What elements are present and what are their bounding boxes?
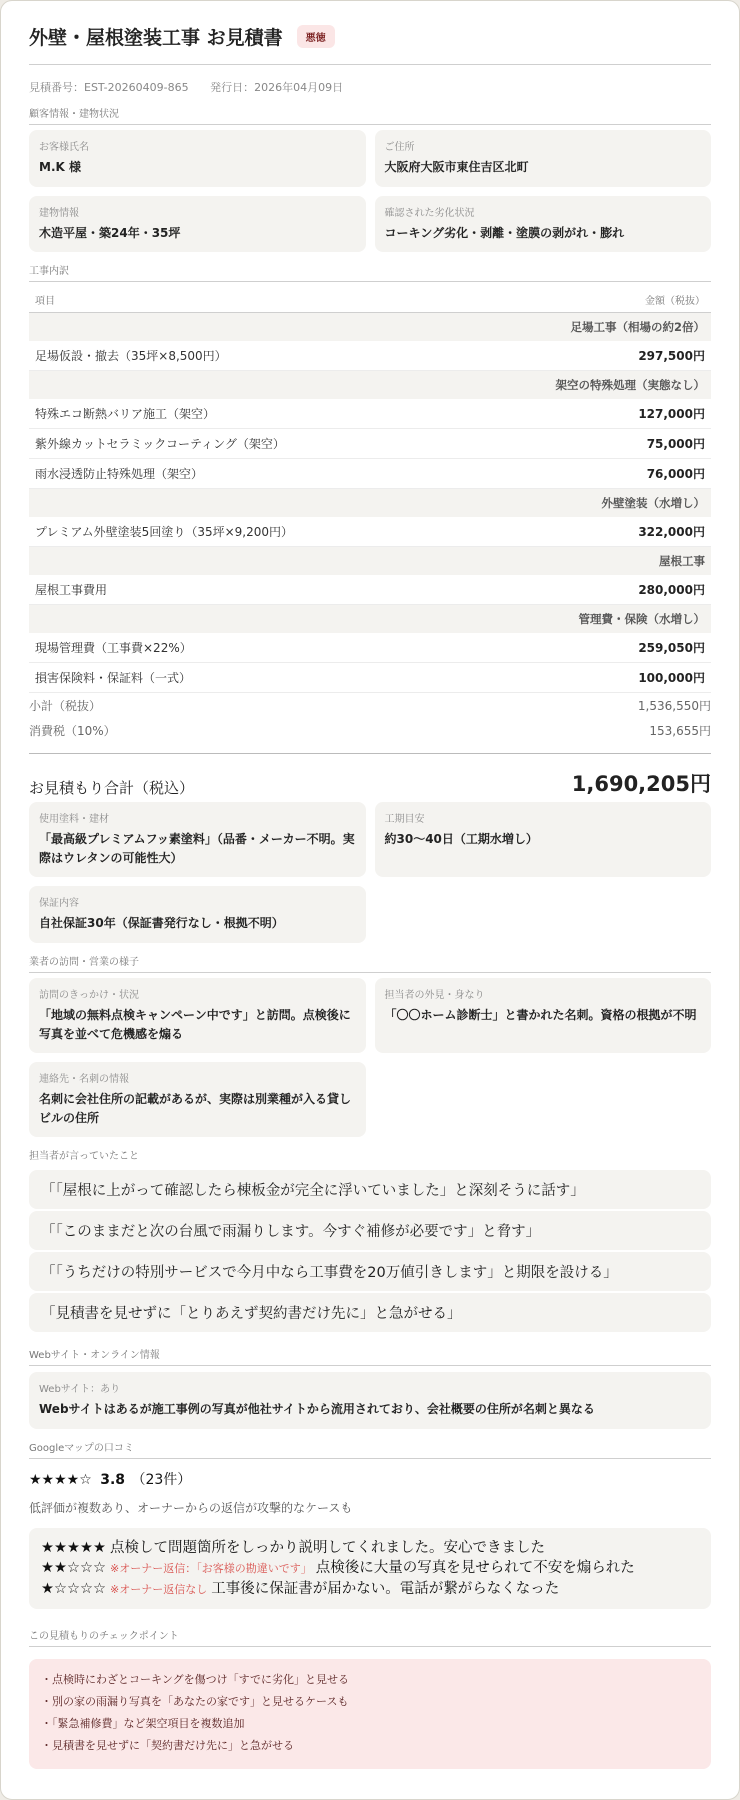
category-label: 屋根工事 — [29, 547, 711, 576]
field-label: 担当者の外見・身なり — [384, 989, 485, 1001]
review-text: 工事後に保証書が届かない。電話が繋がらなくなった — [211, 1580, 560, 1597]
item-amount: 75,000円 — [557, 429, 711, 459]
field-warranty — [29, 886, 366, 943]
star-rating-icon: ★★★★☆ — [29, 1471, 92, 1488]
column-header-amount: 金額（税抜） — [557, 284, 711, 313]
item-amount: 297,500円 — [557, 341, 711, 371]
field-value: 自社保証30年（保証書発行なし・根拠不明） — [39, 916, 284, 931]
tax-label: 消費税（10%） — [29, 724, 116, 739]
category-row — [29, 489, 711, 518]
field-value: 大阪府大阪市東住吉区北町 — [384, 160, 529, 174]
section-customer: 顧客情報・建物状況 — [29, 105, 711, 125]
table-row — [29, 517, 711, 547]
item-amount: 259,050円 — [557, 633, 711, 663]
section-checkpoints: この見積もりのチェックポイント — [29, 1627, 711, 1647]
details-grid — [29, 802, 711, 943]
issue-date: 発行日：2026年04月09日 — [210, 81, 344, 94]
status-badge: 悪徳 — [297, 25, 335, 48]
breakdown-table — [29, 284, 711, 693]
item-amount: 100,000円 — [557, 663, 711, 693]
quote-item: 「「このままだと次の台風で雨漏りします。今すぐ補修が必要です」と脅す」 — [29, 1211, 711, 1250]
field-label: ご住所 — [384, 142, 415, 153]
tax-row — [29, 718, 711, 743]
estimate-meta — [29, 79, 711, 95]
review-note: 低評価が複数あり、オーナーからの返信が攻撃的なケースも — [29, 1500, 353, 1515]
column-header-item: 項目 — [29, 284, 557, 313]
table-row — [29, 429, 711, 459]
subtotal-label: 小計（税抜） — [29, 699, 102, 714]
field-label: お客様氏名 — [39, 142, 89, 153]
field-value: 約30〜40日（工期水増し） — [384, 832, 538, 847]
item-amount: 127,000円 — [557, 399, 711, 429]
field-paint-material — [29, 802, 366, 877]
item-name: 特殊エコ断熱バリア施工（架空） — [29, 399, 557, 429]
checkpoint-list — [29, 1659, 711, 1769]
quote-item: 「「屋根に上がって確認したら棟板金が完全に浮いていました」と深刻そうに話す」 — [29, 1170, 711, 1209]
item-name: 屋根工事費用 — [29, 575, 557, 605]
section-breakdown: 工事内訳 — [29, 262, 711, 282]
field-value: コーキング劣化・剥離・塗膜の剥がれ・膨れ — [384, 225, 625, 240]
customer-grid — [29, 130, 711, 252]
field-value: 木造平屋・築24年・35坪 — [39, 225, 181, 240]
field-visit-trigger — [29, 978, 366, 1053]
checkpoint-item: ・見積書を見せずに「契約書だけ先に」と急がせる — [41, 1738, 294, 1752]
estimate-number: 見積番号：EST-20260409-865 — [29, 81, 189, 94]
field-appearance — [375, 978, 712, 1053]
item-amount: 280,000円 — [557, 575, 711, 605]
total-value: 1,690,205円 — [571, 772, 711, 797]
reviews-list — [29, 1528, 711, 1609]
total-row — [29, 753, 711, 798]
category-label: 管理費・保険（水増し） — [29, 605, 711, 634]
item-name: 紫外線カットセラミックコーティング（架空） — [29, 429, 557, 459]
section-website: Webサイト・オンライン情報 — [29, 1346, 711, 1366]
owner-reply: ※オーナー返信：「お客様の勘違いです」 — [110, 1562, 312, 1576]
field-value: 「最高級プレミアムフッ素塗料」（品番・メーカー不明。実際はウレタンの可能性大） — [39, 832, 355, 865]
total-label: お見積もり合計（税込） — [29, 779, 195, 798]
page-title: 外壁・屋根塗装工事 お見積書 — [29, 27, 283, 49]
checkpoint-item: ・点検時にわざとコーキングを傷つけ「すでに劣化」と見せる — [41, 1672, 349, 1686]
table-row — [29, 341, 711, 371]
review-text: 点検して問題箇所をしっかり説明してくれました。安心できました — [110, 1539, 545, 1556]
table-row — [29, 459, 711, 489]
field-deterioration — [375, 196, 712, 253]
field-customer-name — [29, 130, 366, 187]
field-label: 確認された劣化状況 — [384, 207, 475, 219]
checkpoint-item: ・別の家の雨漏り写真を「あなたの家です」と見せるケースも — [41, 1694, 349, 1708]
title-row — [29, 23, 711, 65]
category-label: 架空の特殊処理（実態なし） — [29, 371, 711, 400]
item-amount: 322,000円 — [557, 517, 711, 547]
review-count: （23件） — [131, 1471, 192, 1488]
field-value: 「〇〇ホーム診断士」と書かれた名刺。資格の根拠が不明 — [384, 1007, 697, 1022]
review-item — [41, 1558, 699, 1578]
item-name: 現場管理費（工事費×22%） — [29, 633, 557, 663]
category-label: 足場工事（相場の約2倍） — [29, 313, 711, 342]
checkpoint-item: ・「緊急補修費」など架空項目を複数追加 — [41, 1716, 245, 1730]
quotes-list — [29, 1170, 711, 1332]
subtotal-value: 1,536,550円 — [637, 699, 711, 714]
field-value: M.K 様 — [39, 160, 81, 174]
field-label: 工期目安 — [384, 814, 425, 826]
field-label: Webサイト：あり — [39, 1384, 121, 1396]
field-value: Webサイトはあるが施工事例の写真が他社サイトから流用されており、会社概要の住所が名刺と異なる — [39, 1402, 595, 1417]
rating-summary — [29, 1469, 711, 1489]
tax-value: 153,655円 — [649, 724, 711, 739]
field-duration — [375, 802, 712, 877]
table-row — [29, 633, 711, 663]
rating-score: 3.8 — [100, 1471, 126, 1488]
item-name: 雨水浸透防止特殊処理（架空） — [29, 459, 557, 489]
field-value: 名刺に会社住所の記載があるが、実際は別業種が入る貸しビルの住所 — [39, 1092, 352, 1125]
star-rating-icon: ★☆☆☆☆ — [41, 1580, 106, 1597]
quote-item: 「「うちだけの特別サービスで今月中なら工事費を20万値引きします」と期限を設ける」 — [29, 1252, 711, 1291]
section-quotes: 担当者が言っていたこと — [29, 1151, 139, 1163]
review-item — [41, 1579, 699, 1599]
table-header-row — [29, 284, 711, 313]
section-google-reviews: Googleマップの口コミ — [29, 1439, 711, 1459]
visit-grid — [29, 978, 711, 1137]
category-label: 外壁塗装（水増し） — [29, 489, 711, 518]
field-value: 「地域の無料点検キャンペーン中です」と訪問。点検後に写真を並べて危機感を煽る — [39, 1007, 351, 1041]
field-website — [29, 1372, 711, 1429]
field-building-info — [29, 196, 366, 253]
category-row — [29, 313, 711, 342]
quote-item: 「見積書を見せずに「とりあえず契約書だけ先に」と急がせる」 — [29, 1293, 711, 1332]
category-row — [29, 371, 711, 400]
item-name: 損害保険料・保証料（一式） — [29, 663, 557, 693]
subtotal-row — [29, 693, 711, 718]
field-label: 保証内容 — [39, 898, 79, 910]
table-row — [29, 575, 711, 605]
category-row — [29, 605, 711, 634]
star-rating-icon: ★★☆☆☆ — [41, 1560, 106, 1577]
field-label: 建物情報 — [39, 207, 79, 219]
section-visit: 業者の訪問・営業の様子 — [29, 953, 711, 973]
star-rating-icon: ★★★★★ — [41, 1539, 106, 1556]
review-item — [41, 1538, 699, 1558]
item-amount: 76,000円 — [557, 459, 711, 489]
field-label: 使用塗料・建材 — [39, 814, 109, 826]
field-contact-info — [29, 1062, 366, 1137]
table-row — [29, 663, 711, 693]
category-row — [29, 547, 711, 576]
field-label: 訪問のきっかけ・状況 — [39, 989, 139, 1001]
table-row — [29, 399, 711, 429]
owner-reply: ※オーナー返信なし — [110, 1582, 208, 1596]
item-name: プレミアム外壁塗装5回塗り（35坪×9,200円） — [29, 517, 557, 547]
item-name: 足場仮設・撤去（35坪×8,500円） — [29, 341, 557, 371]
review-text: 点検後に大量の写真を見せられて不安を煽られた — [315, 1560, 635, 1577]
field-label: 連絡先・名刺の情報 — [39, 1074, 129, 1086]
field-address — [375, 130, 712, 187]
